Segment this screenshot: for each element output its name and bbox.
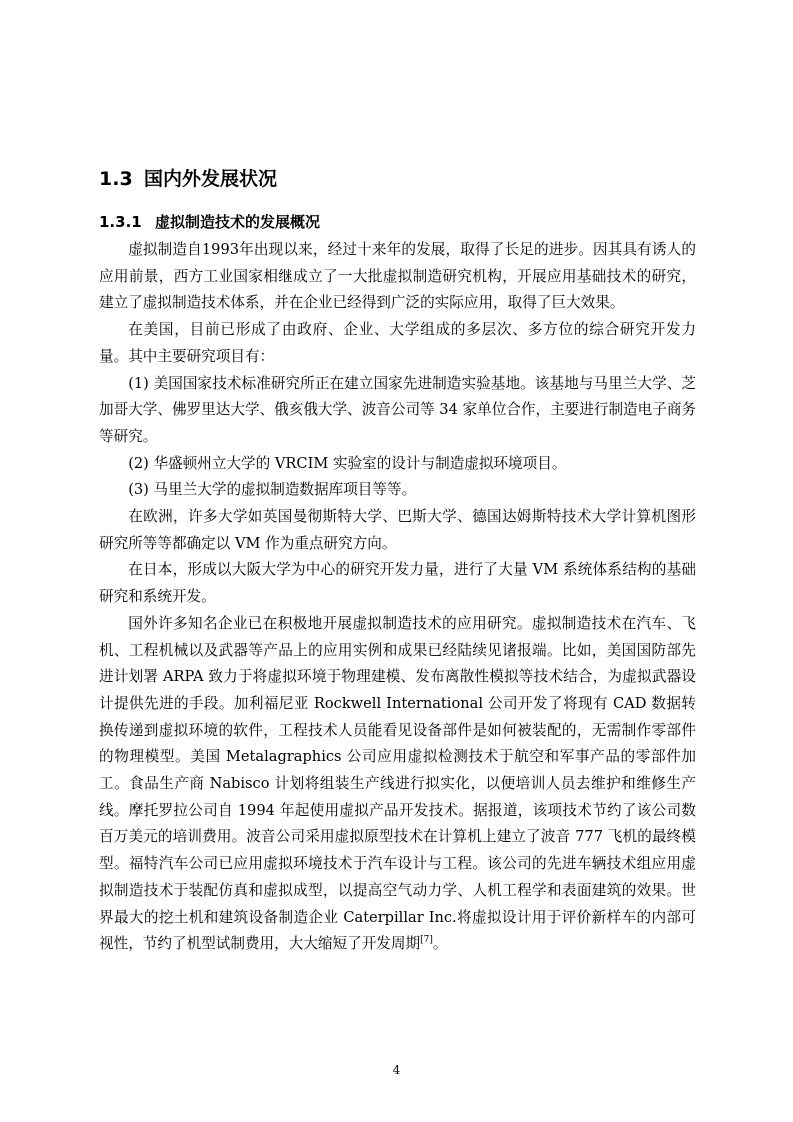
paragraph: 在美国，目前已形成了由政府、企业、大学组成的多层次、多方位的综合研究开发力量。其中主要研究项目有： — [99, 321, 696, 365]
paragraph: 在欧洲，许多大学如英国曼彻斯特大学、巴斯大学、德国达姆斯特技术大学计算机图形研究所等等都确定以 VM 作为重点研究方向。 — [99, 508, 696, 552]
body-text — [99, 237, 696, 958]
subsection-title: 虚拟制造技术的发展概况 — [155, 213, 321, 231]
page-number: 4 — [392, 1063, 401, 1077]
section-heading — [99, 166, 277, 192]
subsection-number: 1.3.1 — [99, 213, 142, 231]
paragraph-text: 国外许多知名企业已在积极地开展虚拟制造技术的应用研究。虚拟制造技术在汽车、飞机、工程机械以及武器等产品上的应用实例和成果已经陆续见诸报端。比如，美国国防部先进计划署 ARPA 致力于将虚拟环境于物理建模、发布离散性模拟等技术结合，为虚拟武器设计提供先进的手段。加利福尼亚 Rockwell International 公司开发了将现有 CAD 数据转换传递到虚拟环境的软件，工程技术人员能看见设备部件是如何被装配的，无需制作零部件的物理模型。美国 Metalagraphics 公司应用虚拟检测技术于航空和军事产品的零部件加工。食品生产商 Nabisco 计划将组装生产线进行拟实化，以便培训人员去维护和维修生产线。摩托罗拉公司自 1994 年起使用虚拟产品开发技术。据报道，该项技术节约了该公司数百万美元的培训费用。波音公司采用虚拟原型技术在计算机上建立了波音 777 飞机的最终模型。福特汽车公司已应用虚拟环境技术于汽车设计与工程。该公司的先进车辆技术组应用虚拟制造技术于装配仿真和虚拟成型，以提高空气动力学、人机工程学和表面建筑的效果。世界最大的挖土机和建筑设备制造企业 Caterpillar Inc.将虚拟设计用于评价新样车的内部可视性，节约了机型试制费用，大大缩短了开发周期 — [99, 614, 696, 953]
paragraph: 在日本，形成以大阪大学为中心的研究开发力量，进行了大量 VM 系统体系结构的基础研究和系统开发。 — [99, 561, 696, 606]
section-number: 1.3 — [99, 168, 133, 190]
subsection-heading — [99, 211, 320, 233]
paragraph: (3) 马里兰大学的虚拟制造数据库项目等等。 — [128, 481, 417, 499]
section-title: 国内外发展状况 — [144, 168, 278, 190]
paragraph: 虚拟制造自1993年出现以来，经过十来年的发展，取得了长足的进步。因其具有诱人的应用前景，西方工业国家相继成立了一大批虚拟制造研究机构，开展应用基础技术的研究，建立了虚拟制造技术体系，并在企业已经得到广泛的实际应用，取得了巨大效果。 — [99, 241, 696, 312]
paragraph: (1) 美国国家技术标准研究所正在建立国家先进制造实验基地。该基地与马里兰大学、芝加哥大学、佛罗里达大学、俄亥俄大学、波音公司等 34 家单位合作，主要进行制造电子商务等研究。 — [99, 374, 697, 445]
citation-reference[interactable]: [7] — [420, 935, 433, 946]
paragraph-final — [99, 611, 696, 958]
paragraph: (2) 华盛顿州立大学的 VRCIM 实验室的设计与制造虚拟环境项目。 — [128, 454, 567, 472]
paragraph-ending: 。 — [432, 935, 448, 953]
